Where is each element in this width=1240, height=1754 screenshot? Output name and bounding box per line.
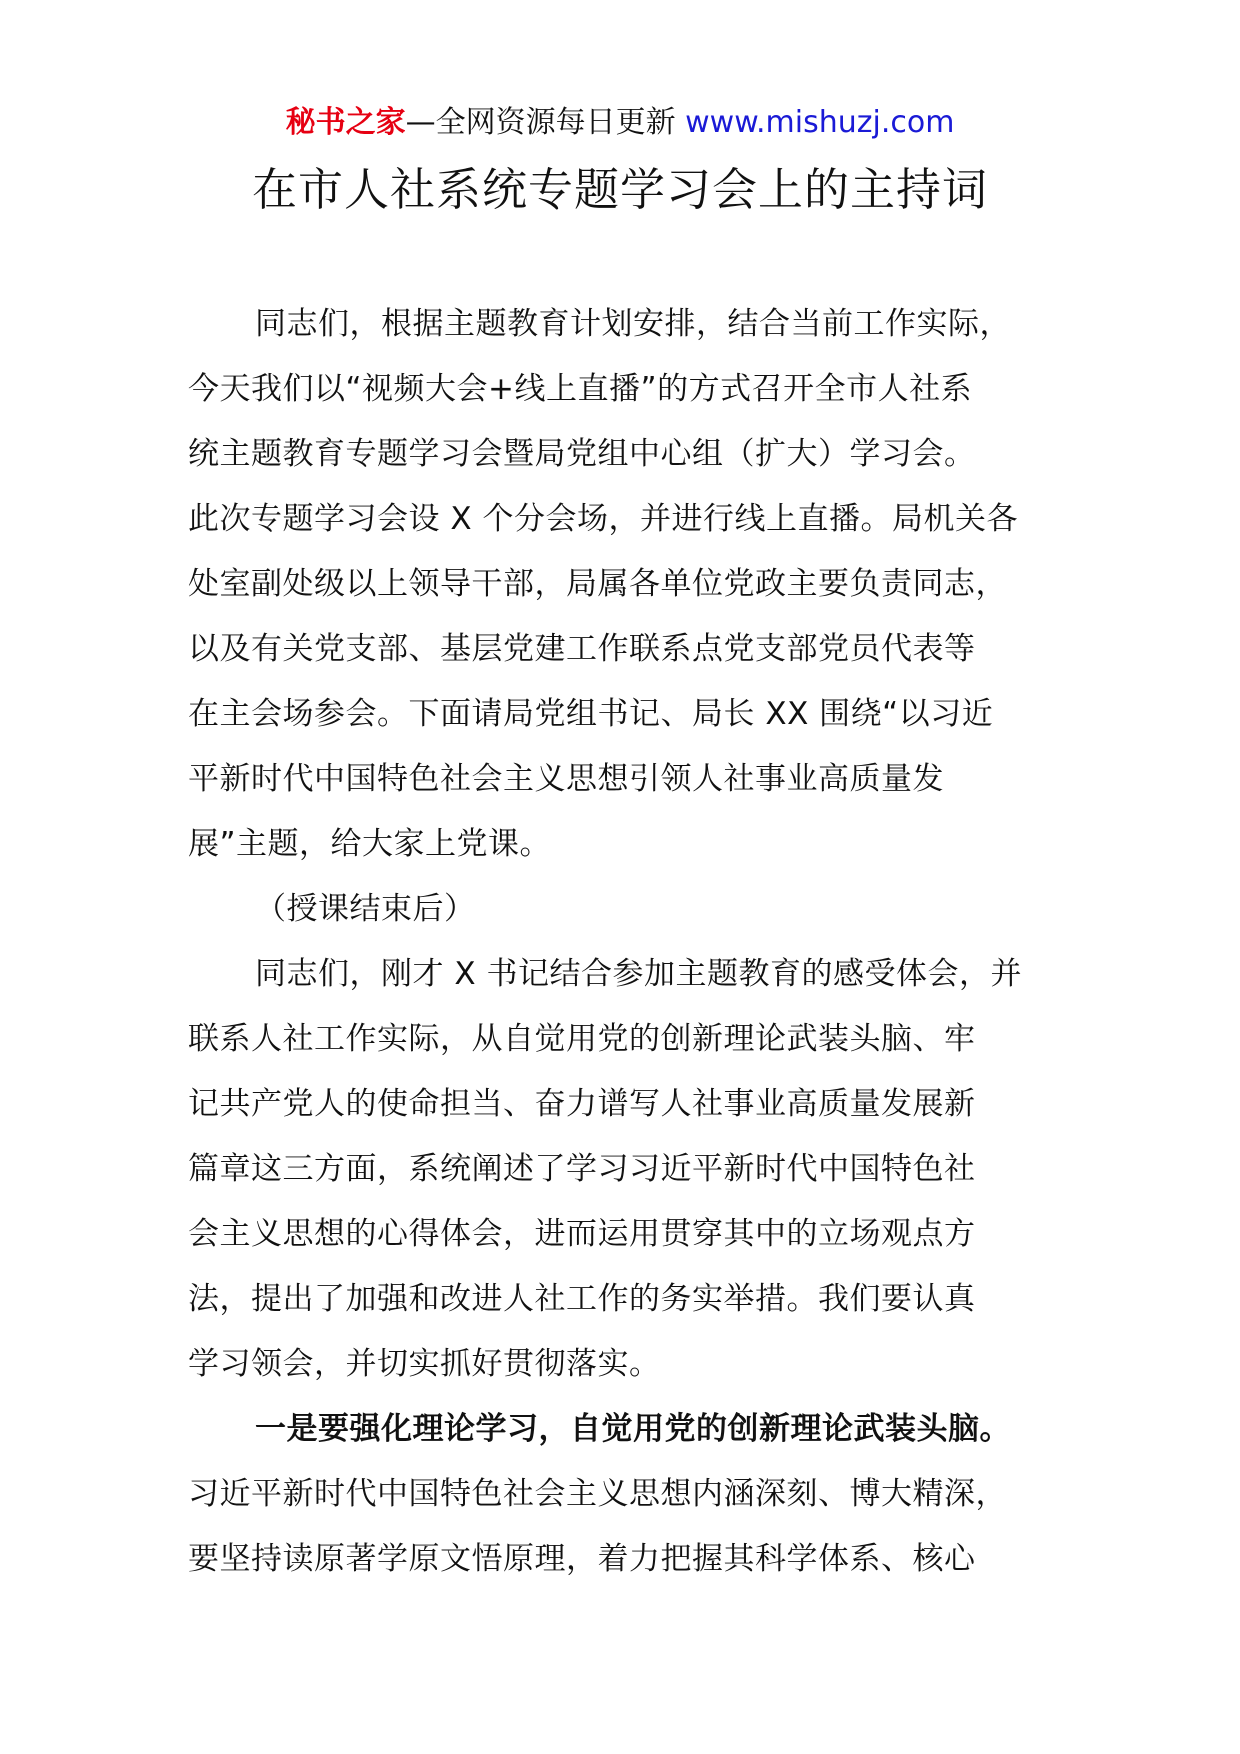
paragraph-line: 处室副处级以上领导干部，局属各单位党政主要负责同志， — [188, 566, 1007, 602]
paragraph-line: 今天我们以“视频大会+线上直播”的方式召开全市人社系 — [188, 371, 973, 407]
site-url[interactable]: www.mishuzj.com — [685, 105, 955, 140]
paragraph-line: 在主会场参会。下面请局党组书记、局长 XX 围绕“以习近 — [188, 696, 994, 732]
paragraph-line: 记共产党人的使命担当、奋力谱写人社事业高质量发展新 — [188, 1086, 976, 1122]
paragraph-line: 法，提出了加强和改进人社工作的务实举措。我们要认真 — [188, 1281, 976, 1317]
document-title: 在市人社系统专题学习会上的主持词 — [251, 163, 988, 216]
paragraph-line: 同志们，根据主题教育计划安排，结合当前工作实际， — [255, 306, 1011, 342]
paragraph-line: 展”主题，给大家上党课。 — [188, 826, 552, 862]
site-tagline: —全网资源每日更新 — [405, 105, 676, 140]
paragraph-line: 联系人社工作实际，从自觉用党的创新理论武装头脑、牢 — [188, 1021, 976, 1057]
document-body — [188, 292, 1068, 1592]
paragraph-line: 此次专题学习会设 X 个分会场，并进行线上直播。局机关各 — [188, 501, 1018, 537]
paragraph-line: 篇章这三方面，系统阐述了学习习近平新时代中国特色社 — [188, 1151, 976, 1187]
paragraph-line: 要坚持读原著学原文悟原理，着力把握其科学体系、核心 — [188, 1541, 976, 1577]
site-brand: 秘书之家 — [285, 105, 406, 140]
paragraph-line: 学习领会，并切实抓好贯彻落实。 — [188, 1346, 661, 1382]
site-header — [0, 103, 1240, 143]
paragraph-line: 以及有关党支部、基层党建工作联系点党支部党员代表等 — [188, 631, 976, 667]
paragraph-line: 习近平新时代中国特色社会主义思想内涵深刻、博大精深， — [188, 1476, 1007, 1512]
paragraph-line: 统主题教育专题学习会暨局党组中心组（扩大）学习会。 — [188, 436, 976, 472]
paragraph-line: 平新时代中国特色社会主义思想引领人社事业高质量发 — [188, 761, 944, 797]
paragraph-line: 会主义思想的心得体会，进而运用贯穿其中的立场观点方 — [188, 1216, 976, 1252]
stage-direction: （授课结束后） — [255, 891, 476, 927]
section-heading: 一是要强化理论学习，自觉用党的创新理论武装头脑。 — [255, 1411, 1011, 1447]
paragraph-line: 同志们，刚才 X 书记结合参加主题教育的感受体会，并 — [255, 956, 1022, 992]
